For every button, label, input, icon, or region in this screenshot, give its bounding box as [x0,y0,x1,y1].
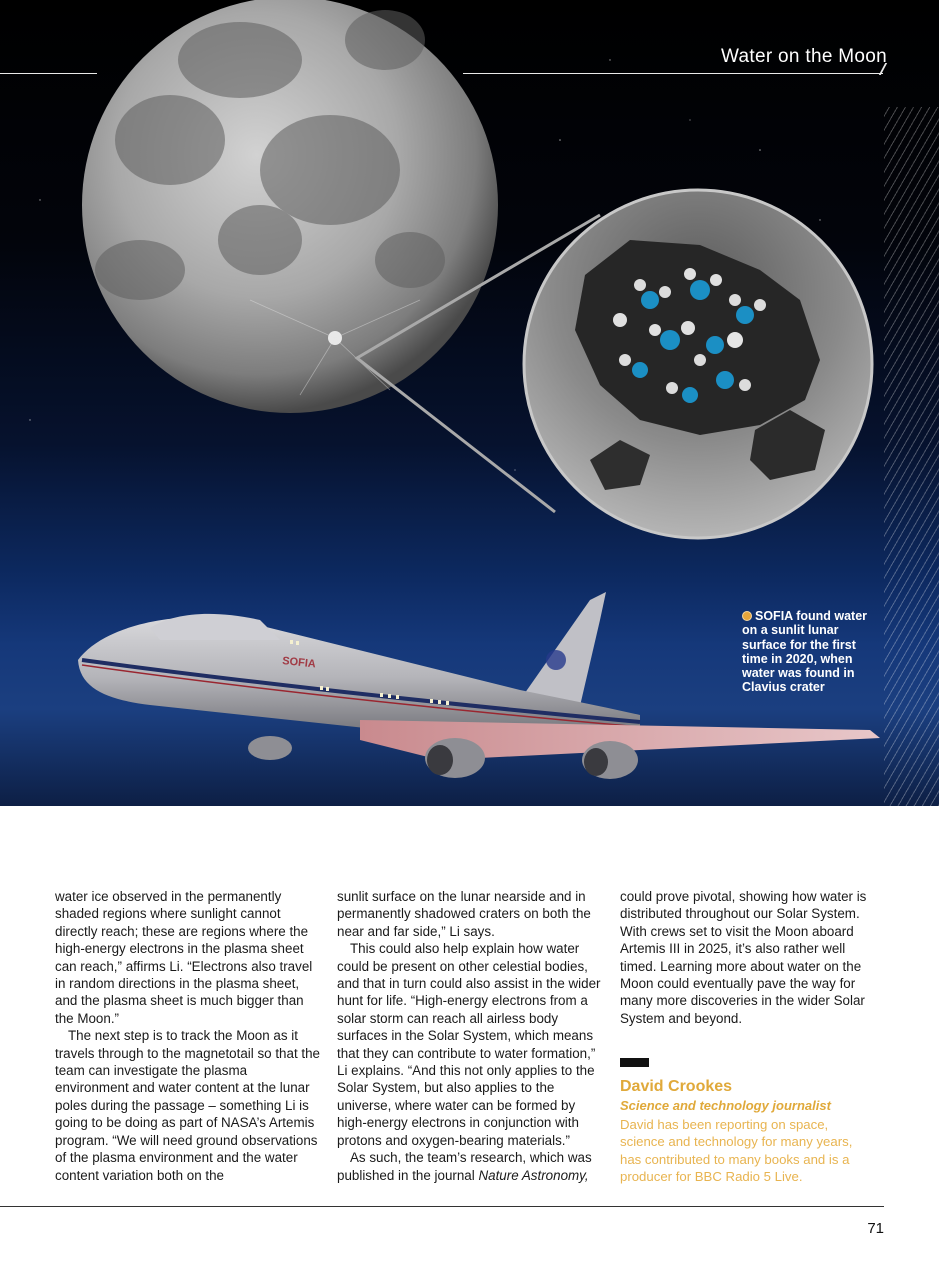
page-number: 71 [867,1220,884,1237]
paragraph: sunlit surface on the lunar nearside and in permanently shadowed craters on both the near and far side,” Li says. [337,889,591,939]
paragraph: water ice observed in the permanently shaded regions where sunlight cannot directly reach; these are regions where the high-energy electrons in the plasma sheet can reach,” affirms Li. “Electrons also travel in random directions in the plasma sheet, and the plasma sheet is much bigger than the Moon.” [55,889,313,1026]
author-divider [620,1058,649,1067]
bullet-icon [742,611,752,621]
header-rule [463,73,883,74]
article-column-1 [55,888,320,1184]
article-column-3 [620,888,885,1027]
footer-rule [0,1206,884,1207]
section-title: Water on the Moon [721,46,887,67]
header-rule [0,73,97,74]
article-column-2 [337,888,602,1184]
caption-text: SOFIA found water on a sunlit lunar surface for the first time in 2020, when water was found in Clavius crater [742,609,868,695]
paragraph: could prove pivotal, showing how water is distributed throughout our Solar System. With crews set to visit the Moon aboard Artemis III in 2025, it’s also rather well timed. Learning more about water on the Moon could eventually pave the way for many more discoveries in the wider Solar System and beyond. [620,889,867,1026]
paragraph-text: As such, the team’s research, which was published in the journal [337,1150,592,1183]
decorative-hatching [884,107,939,806]
paragraph: The next step is to track the Moon as it travels through to the magnetotail so that the team can investigate the plasma environment and water content at the lunar poles during the passage – something Li is going to be doing as part of NASA’s Artemis program. “We will need ground observations of the plasma environment and the water content variation both on the [55,1028,321,1183]
airplane-livery-text: SOFIA [281,655,317,671]
moon [82,0,498,413]
author-bio: David has been reporting on space, science and technology for many years, has contributed to many books and is a producer for BBC Radio 5 Live. [620,1117,853,1185]
zoom-bubble [524,190,872,538]
journal-name: Nature Astronomy, [478,1167,589,1183]
figure-caption [742,609,874,695]
author-role: Science and technology journalist [620,1098,831,1113]
author-name: David Crookes [620,1078,733,1095]
paragraph: This could also help explain how water could be present on other celestial bodies, and that in turn could also assist in the wider hunt for life. “High-energy electrons from a solar storm can reach all airless body surfaces in the Solar System, which means that they can contribute to water formation,” Li explains. “And this not only applies to the Solar System, but also applies to the universe, where water can be formed by high-energy electrons in conjunction with protons and oxygen-bearing materials.” [337,941,601,1148]
paragraph [337,1149,602,1184]
